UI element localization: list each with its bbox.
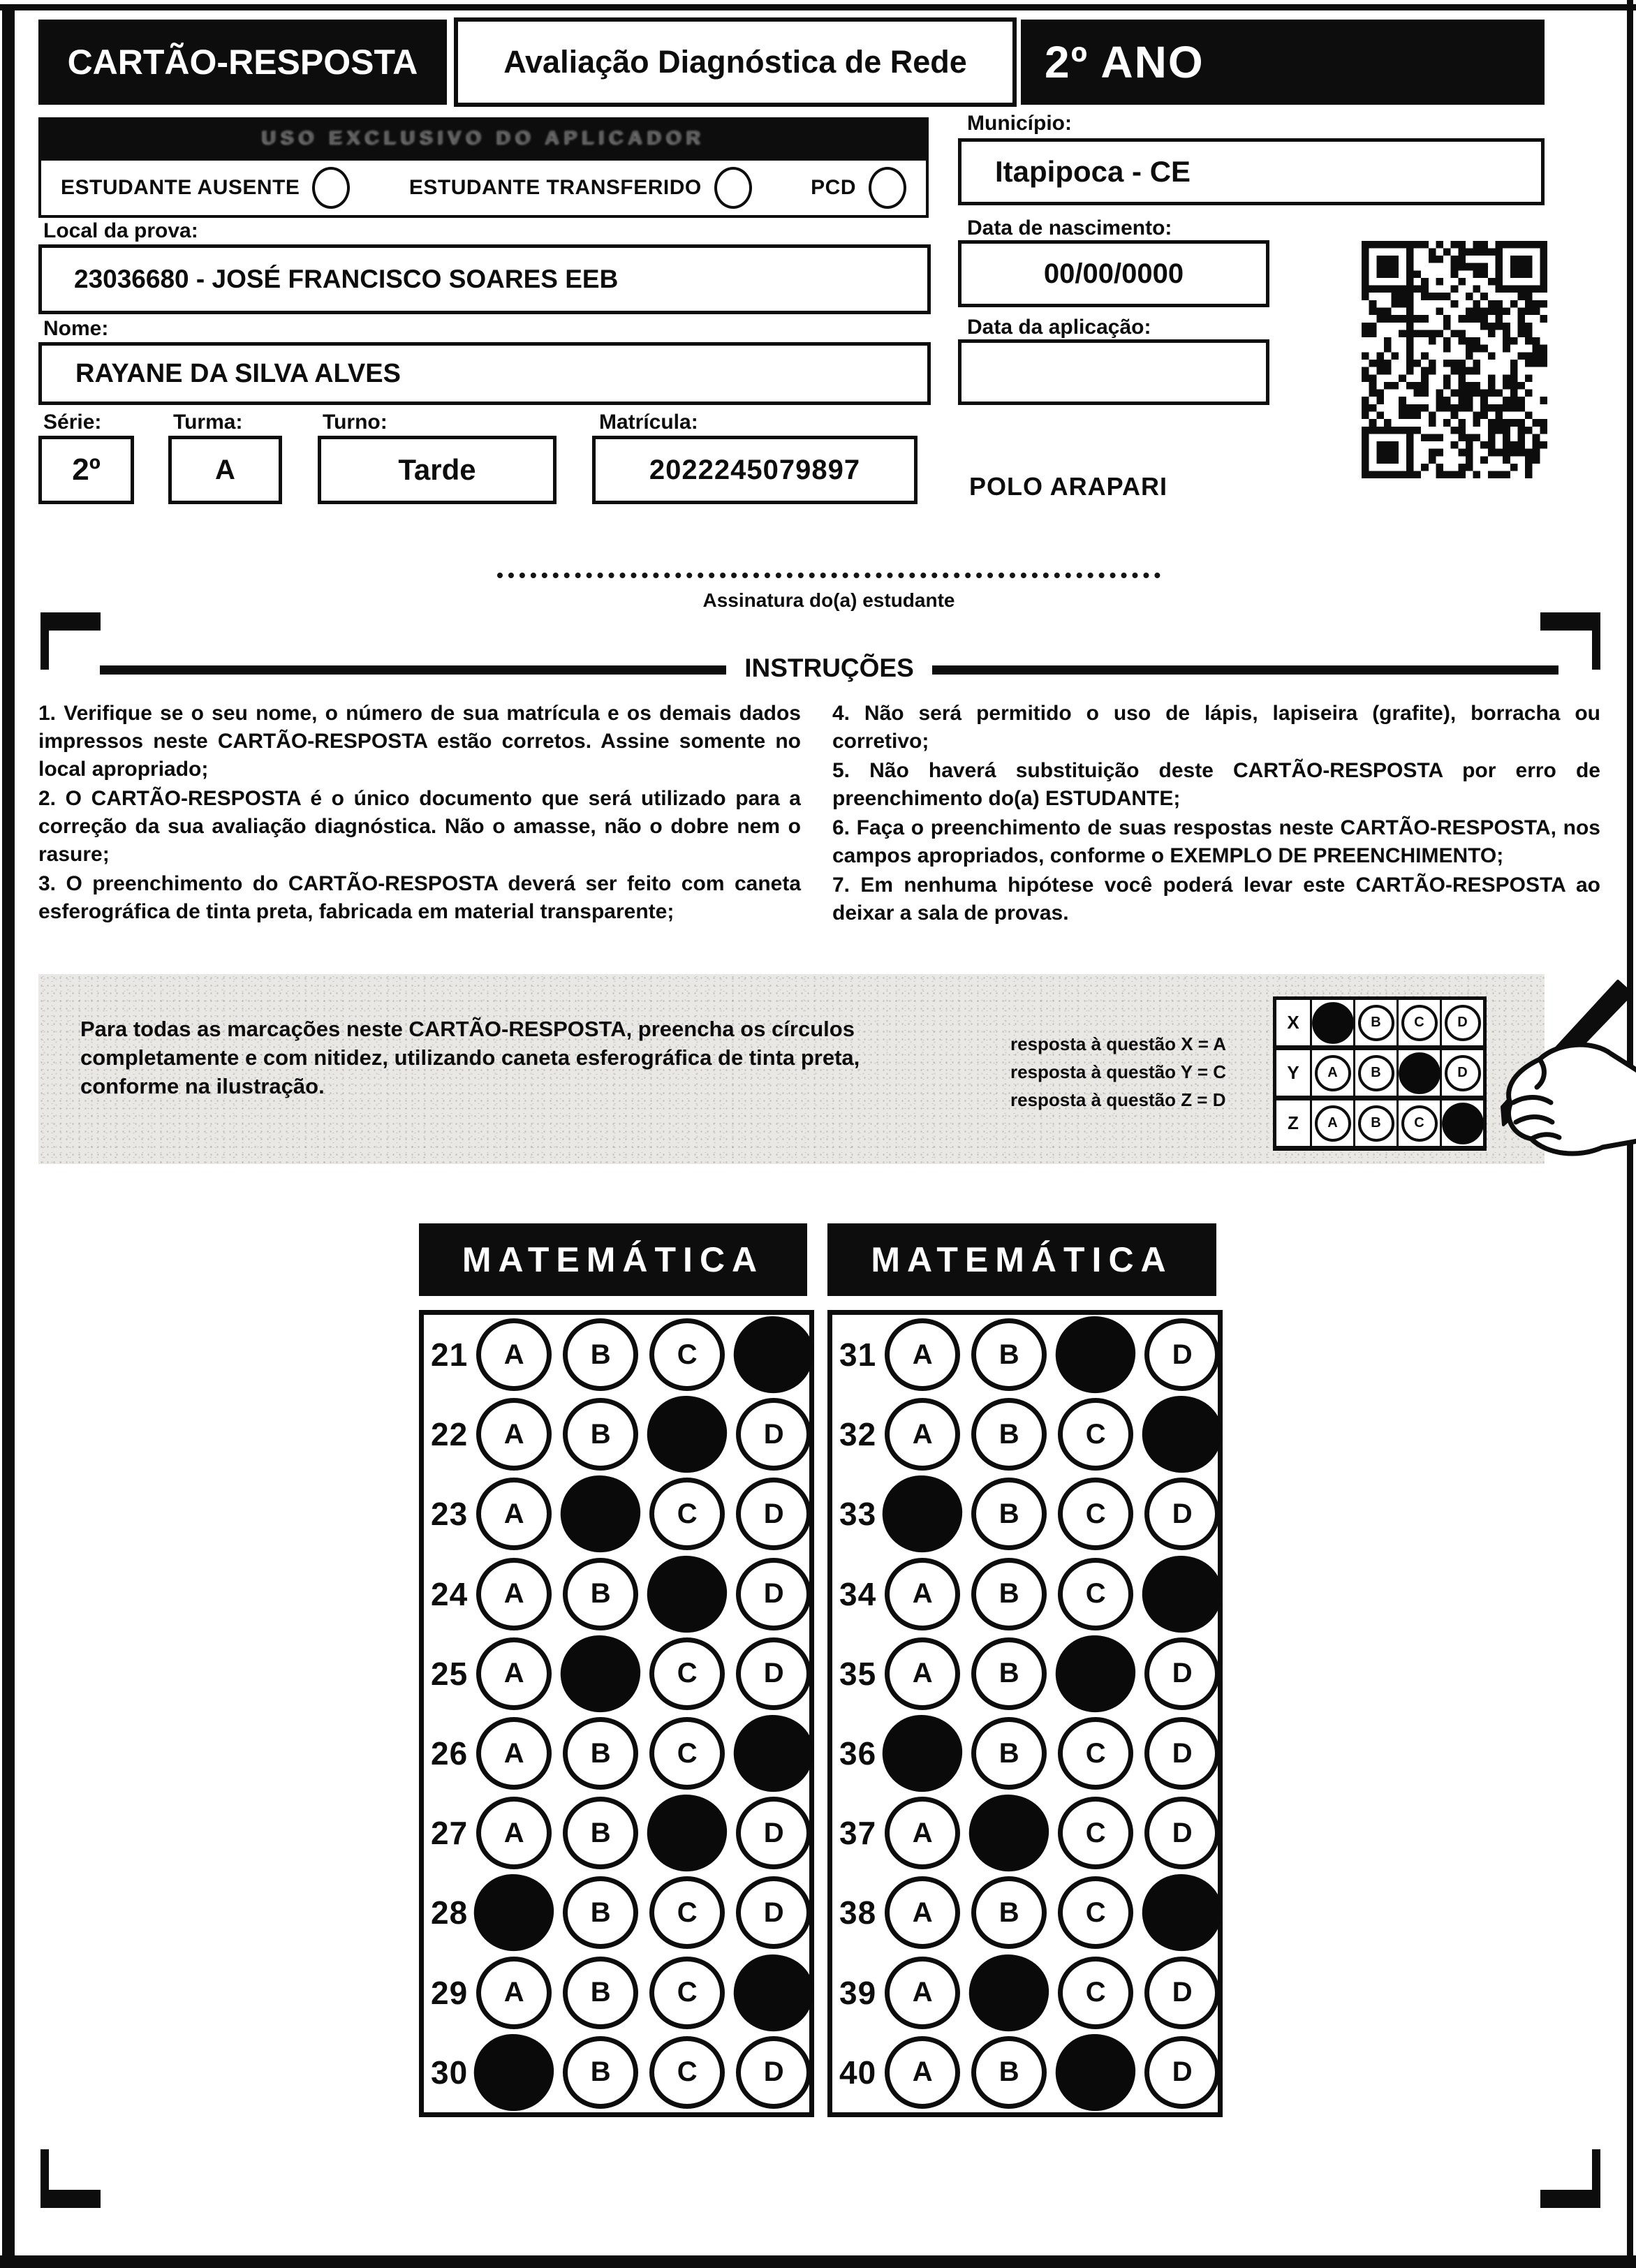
answer-bubble-filled[interactable] bbox=[732, 1713, 816, 1794]
answer-bubble[interactable]: B bbox=[971, 1318, 1047, 1391]
polo-label: POLO ARAPARI bbox=[969, 472, 1168, 501]
answer-bubble[interactable]: B bbox=[971, 1558, 1047, 1630]
answer-bubble[interactable]: B bbox=[971, 1637, 1047, 1710]
answer-bubble-filled[interactable] bbox=[472, 1872, 556, 1953]
turma-label: Turma: bbox=[173, 411, 243, 434]
question-row bbox=[424, 2036, 809, 2109]
answer-bubble[interactable]: D bbox=[736, 2036, 811, 2109]
status-option-label: ESTUDANTE AUSENTE bbox=[61, 176, 300, 199]
answer-bubble-filled[interactable] bbox=[1140, 1872, 1224, 1953]
question-number: 34 bbox=[839, 1575, 877, 1612]
answer-bubble[interactable]: A bbox=[476, 1318, 552, 1391]
section-header-1: MATEMÁTICA bbox=[419, 1223, 807, 1296]
answer-bubble[interactable]: C bbox=[649, 1318, 725, 1391]
example-answers-note bbox=[1010, 1030, 1226, 1114]
example-grid-cell bbox=[1310, 1050, 1353, 1096]
example-text: Para todas as marcações neste CARTÃO-RESPOSTA, preencha os círculos completamente e com nitidez, utilizando caneta esferográfica de tinta preta, conforme na ilustração. bbox=[80, 1017, 860, 1098]
question-row bbox=[424, 1478, 809, 1550]
signature-label: Assinatura do(a) estudante bbox=[702, 589, 955, 611]
instructions-title: INSTRUÇÕES bbox=[744, 654, 914, 682]
answer-bubble[interactable]: B bbox=[563, 1957, 638, 2029]
question-row bbox=[832, 1558, 1218, 1630]
page-title: CARTÃO-RESPOSTA bbox=[38, 20, 447, 105]
answer-bubble[interactable]: C bbox=[1058, 1558, 1133, 1630]
question-row bbox=[424, 1797, 809, 1869]
aplicacao-field bbox=[958, 339, 1269, 405]
question-number: 38 bbox=[839, 1894, 877, 1931]
question-row bbox=[424, 1318, 809, 1391]
nascimento-label: Data de nascimento: bbox=[967, 216, 1172, 240]
instructions-rule-left bbox=[100, 665, 726, 675]
answer-bubble[interactable]: A bbox=[885, 1957, 960, 2029]
status-circle[interactable] bbox=[312, 167, 350, 209]
answer-bubble[interactable]: C bbox=[649, 2036, 725, 2109]
status-row bbox=[38, 158, 929, 218]
example-bubble[interactable]: B bbox=[1358, 1005, 1394, 1041]
example-bubble[interactable]: A bbox=[1315, 1105, 1351, 1142]
answer-bubble-filled[interactable] bbox=[645, 1792, 729, 1873]
answer-bubble[interactable]: A bbox=[476, 1558, 552, 1630]
corner-mark-top-left-stem bbox=[40, 612, 49, 670]
example-bubble[interactable]: D bbox=[1445, 1055, 1481, 1091]
question-row bbox=[424, 1637, 809, 1710]
answer-bubble-filled[interactable] bbox=[645, 1554, 729, 1635]
status-option bbox=[409, 167, 752, 209]
municipio-label: Município: bbox=[967, 112, 1072, 135]
answer-bubble-filled[interactable] bbox=[1054, 1633, 1137, 1714]
answer-bubble-filled[interactable] bbox=[1140, 1554, 1224, 1635]
serie-field: 2º bbox=[38, 436, 134, 504]
answer-bubble[interactable]: D bbox=[736, 1478, 811, 1550]
answer-bubble[interactable]: B bbox=[563, 2036, 638, 2109]
question-number: 21 bbox=[431, 1336, 469, 1374]
example-note-line: resposta à questão Z = D bbox=[1010, 1089, 1226, 1110]
answer-bubble[interactable]: A bbox=[885, 2036, 960, 2109]
answer-bubble-filled[interactable] bbox=[1140, 1394, 1224, 1475]
answer-bubble-filled[interactable] bbox=[732, 1952, 816, 2033]
question-number: 33 bbox=[839, 1496, 877, 1533]
instruction-item: 1. Verifique se o seu nome, o número de sua matrícula e os demais dados impressos neste CARTÃO-RESPOSTA estão corretos. Assine somente no local apropriado; bbox=[38, 702, 801, 781]
applicator-bar bbox=[38, 117, 929, 158]
answer-grid-1 bbox=[419, 1310, 814, 2117]
question-number: 36 bbox=[839, 1735, 877, 1772]
question-row bbox=[832, 1717, 1218, 1790]
answer-bubble[interactable]: C bbox=[649, 1637, 725, 1710]
corner-mark-bottom-left bbox=[40, 2190, 101, 2208]
answer-bubble[interactable]: C bbox=[649, 1478, 725, 1550]
answer-bubble-filled[interactable] bbox=[880, 1473, 964, 1554]
answer-bubble[interactable]: B bbox=[563, 1558, 638, 1630]
answer-bubble[interactable]: B bbox=[563, 1876, 638, 1949]
answer-bubble[interactable]: C bbox=[1058, 1876, 1133, 1949]
example-row-label: Z bbox=[1276, 1100, 1310, 1146]
question-row bbox=[424, 1398, 809, 1471]
assessment-title: Avaliação Diagnóstica de Rede bbox=[454, 17, 1017, 107]
question-number: 28 bbox=[431, 1894, 469, 1931]
frame-top bbox=[0, 4, 1636, 10]
answer-bubble[interactable]: C bbox=[1058, 1717, 1133, 1790]
answer-bubble[interactable]: B bbox=[563, 1797, 638, 1869]
answer-bubble[interactable]: D bbox=[1144, 1478, 1220, 1550]
question-number: 23 bbox=[431, 1496, 469, 1533]
example-grid-cell bbox=[1353, 1050, 1397, 1096]
answer-bubble[interactable]: D bbox=[1144, 1318, 1220, 1391]
instruction-item: 6. Faça o preenchimento de suas respostas neste CARTÃO-RESPOSTA, nos campos apropriados, conforme o EXEMPLO DE PREENCHIMENTO; bbox=[832, 816, 1600, 867]
question-number: 30 bbox=[431, 2054, 469, 2091]
example-note-line: resposta à questão Y = C bbox=[1010, 1061, 1227, 1082]
answer-bubble[interactable]: A bbox=[885, 1637, 960, 1710]
answer-bubble[interactable]: B bbox=[971, 1398, 1047, 1471]
nascimento-field: 00/00/0000 bbox=[958, 240, 1269, 307]
question-row bbox=[832, 1398, 1218, 1471]
aplicacao-label: Data da aplicação: bbox=[967, 316, 1151, 339]
question-number: 24 bbox=[431, 1575, 469, 1612]
example-bubble-filled[interactable] bbox=[1312, 1002, 1354, 1044]
answer-bubble[interactable]: A bbox=[476, 1637, 552, 1710]
local-label: Local da prova: bbox=[43, 219, 198, 242]
question-row bbox=[424, 1876, 809, 1949]
example-grid-cell bbox=[1397, 1100, 1440, 1146]
answer-bubble[interactable]: C bbox=[649, 1876, 725, 1949]
status-option-label: PCD bbox=[811, 176, 856, 199]
corner-mark-bottom-right bbox=[1540, 2190, 1600, 2208]
answer-bubble-filled[interactable] bbox=[967, 1952, 1051, 2033]
question-number: 32 bbox=[839, 1416, 877, 1453]
answer-bubble[interactable]: A bbox=[476, 1797, 552, 1869]
answer-bubble[interactable]: D bbox=[1144, 1637, 1220, 1710]
answer-bubble-filled[interactable] bbox=[559, 1633, 642, 1714]
nome-label: Nome: bbox=[43, 317, 109, 340]
frame-bottom bbox=[0, 2255, 1636, 2268]
answer-bubble[interactable]: B bbox=[563, 1398, 638, 1471]
question-number: 29 bbox=[431, 1974, 469, 2011]
answer-bubble[interactable]: A bbox=[476, 1957, 552, 2029]
question-row bbox=[832, 1637, 1218, 1710]
answer-bubble[interactable]: D bbox=[1144, 1797, 1220, 1869]
hand-with-pen-icon bbox=[1435, 975, 1636, 1163]
answer-bubble[interactable]: C bbox=[649, 1717, 725, 1790]
answer-bubble[interactable]: C bbox=[649, 1957, 725, 2029]
answer-bubble[interactable]: A bbox=[885, 1318, 960, 1391]
answer-bubble[interactable]: A bbox=[885, 1398, 960, 1471]
instruction-item: 7. Em nenhuma hipótese você poderá levar este CARTÃO-RESPOSTA ao deixar a sala de provas. bbox=[832, 874, 1600, 925]
question-row bbox=[832, 1957, 1218, 2029]
example-bubble[interactable]: B bbox=[1358, 1105, 1394, 1142]
instruction-item: 5. Não haverá substituição deste CARTÃO-RESPOSTA por erro de preenchimento do(a) ESTUDANTE; bbox=[832, 759, 1600, 810]
question-row bbox=[424, 1558, 809, 1630]
grade-badge: 2º ANO bbox=[1021, 20, 1545, 105]
status-circle[interactable] bbox=[869, 167, 906, 209]
question-number: 22 bbox=[431, 1416, 469, 1453]
question-row bbox=[832, 1318, 1218, 1391]
turno-label: Turno: bbox=[323, 411, 388, 434]
corner-mark-top-right-stem bbox=[1592, 612, 1600, 670]
answer-bubble[interactable]: D bbox=[736, 1876, 811, 1949]
corner-mark-top-left bbox=[40, 612, 101, 631]
question-number: 27 bbox=[431, 1815, 469, 1852]
answer-bubble[interactable]: A bbox=[885, 1797, 960, 1869]
instruction-item: 3. O preenchimento do CARTÃO-RESPOSTA deverá ser feito com caneta esferográfica de tinta preta, fabricada em material transparente; bbox=[38, 872, 801, 923]
nome-field: RAYANE DA SILVA ALVES bbox=[38, 342, 931, 405]
question-number: 39 bbox=[839, 1974, 877, 2011]
example-bubble[interactable]: A bbox=[1315, 1055, 1351, 1091]
answer-bubble[interactable]: B bbox=[563, 1717, 638, 1790]
example-grid-cell bbox=[1310, 1100, 1353, 1146]
answer-bubble[interactable]: D bbox=[1144, 1957, 1220, 2029]
example-note-line: resposta à questão X = A bbox=[1010, 1033, 1226, 1054]
example-bubble[interactable]: D bbox=[1445, 1005, 1481, 1041]
example-bubble[interactable]: C bbox=[1401, 1005, 1438, 1041]
answer-bubble[interactable]: A bbox=[476, 1717, 552, 1790]
answer-bubble-filled[interactable] bbox=[967, 1792, 1051, 1873]
applicator-bar-label: USO EXCLUSIVO DO APLICADOR bbox=[261, 126, 706, 148]
answer-bubble[interactable]: A bbox=[476, 1478, 552, 1550]
answer-bubble[interactable]: B bbox=[971, 1717, 1047, 1790]
answer-bubble[interactable]: D bbox=[1144, 1717, 1220, 1790]
answer-bubble-filled[interactable] bbox=[732, 1314, 816, 1395]
question-row bbox=[832, 1478, 1218, 1550]
matricula-field: 2022245079897 bbox=[592, 436, 918, 504]
turno-field: Tarde bbox=[318, 436, 557, 504]
question-row bbox=[424, 1717, 809, 1790]
answer-bubble-filled[interactable] bbox=[559, 1473, 642, 1554]
answer-bubble-filled[interactable] bbox=[1054, 1314, 1137, 1395]
example-bubble-filled[interactable] bbox=[1399, 1052, 1440, 1094]
status-option bbox=[61, 167, 350, 209]
answer-bubble[interactable]: C bbox=[1058, 1797, 1133, 1869]
instructions-col-right bbox=[832, 700, 1600, 929]
answer-grid-2 bbox=[827, 1310, 1223, 2117]
answer-bubble[interactable]: A bbox=[476, 1398, 552, 1471]
example-band bbox=[38, 974, 1545, 1164]
status-option-label: ESTUDANTE TRANSFERIDO bbox=[408, 176, 702, 199]
question-row bbox=[832, 1876, 1218, 1949]
answer-bubble[interactable]: C bbox=[1058, 1478, 1133, 1550]
question-row bbox=[832, 1797, 1218, 1869]
turma-field: A bbox=[168, 436, 282, 504]
answer-bubble[interactable]: B bbox=[971, 1876, 1047, 1949]
answer-bubble[interactable]: D bbox=[736, 1398, 811, 1471]
example-bubble[interactable]: B bbox=[1358, 1055, 1394, 1091]
serie-label: Série: bbox=[43, 411, 102, 434]
local-field: 23036680 - JOSÉ FRANCISCO SOARES EEB bbox=[38, 244, 931, 314]
qr-code bbox=[1362, 240, 1547, 479]
answer-bubble[interactable]: D bbox=[1144, 2036, 1220, 2109]
status-circle[interactable] bbox=[714, 167, 752, 209]
answer-bubble[interactable]: D bbox=[736, 1558, 811, 1630]
example-grid-cell bbox=[1310, 1000, 1353, 1045]
answer-bubble[interactable]: B bbox=[971, 1478, 1047, 1550]
answer-bubble-filled[interactable] bbox=[880, 1713, 964, 1794]
matricula-label: Matrícula: bbox=[599, 411, 698, 434]
example-grid-cell bbox=[1397, 1050, 1440, 1096]
example-row-label: Y bbox=[1276, 1050, 1310, 1096]
example-grid-cell bbox=[1353, 1100, 1397, 1146]
answer-bubble[interactable]: B bbox=[971, 2036, 1047, 2109]
answer-bubble[interactable]: C bbox=[1058, 1398, 1133, 1471]
answer-bubble-filled[interactable] bbox=[645, 1394, 729, 1475]
section-header-2: MATEMÁTICA bbox=[827, 1223, 1216, 1296]
answer-bubble-filled[interactable] bbox=[472, 2032, 556, 2113]
question-number: 40 bbox=[839, 2054, 877, 2091]
status-option bbox=[811, 167, 906, 209]
question-number: 25 bbox=[431, 1655, 469, 1692]
example-grid-cell bbox=[1397, 1000, 1440, 1045]
answer-bubble[interactable]: A bbox=[885, 1876, 960, 1949]
question-number: 31 bbox=[839, 1336, 877, 1374]
question-number: 26 bbox=[431, 1735, 469, 1772]
example-grid-cell bbox=[1353, 1000, 1397, 1045]
answer-bubble[interactable]: D bbox=[736, 1797, 811, 1869]
instructions-rule-right bbox=[932, 665, 1558, 675]
answer-bubble[interactable]: A bbox=[885, 1558, 960, 1630]
example-bubble[interactable]: C bbox=[1401, 1105, 1438, 1142]
answer-bubble-filled[interactable] bbox=[1054, 2032, 1137, 2113]
question-number: 35 bbox=[839, 1655, 877, 1692]
question-row bbox=[832, 2036, 1218, 2109]
instruction-item: 2. O CARTÃO-RESPOSTA é o único documento que será utilizado para a correção da sua avaliação diagnóstica. Não o amasse, não o dobre nem o rasure; bbox=[38, 787, 801, 866]
question-number: 37 bbox=[839, 1815, 877, 1852]
instruction-item: 4. Não será permitido o uso de lápis, lapiseira (grafite), borracha ou corretivo; bbox=[832, 702, 1600, 753]
answer-bubble[interactable]: C bbox=[1058, 1957, 1133, 2029]
instructions-col-left bbox=[38, 700, 801, 927]
municipio-field: Itapipoca - CE bbox=[958, 138, 1545, 205]
answer-bubble[interactable]: D bbox=[736, 1637, 811, 1710]
signature-line bbox=[497, 573, 1160, 578]
question-row bbox=[424, 1957, 809, 2029]
answer-bubble[interactable]: B bbox=[563, 1318, 638, 1391]
example-row-label: X bbox=[1276, 1000, 1310, 1045]
frame-left bbox=[2, 4, 15, 2268]
